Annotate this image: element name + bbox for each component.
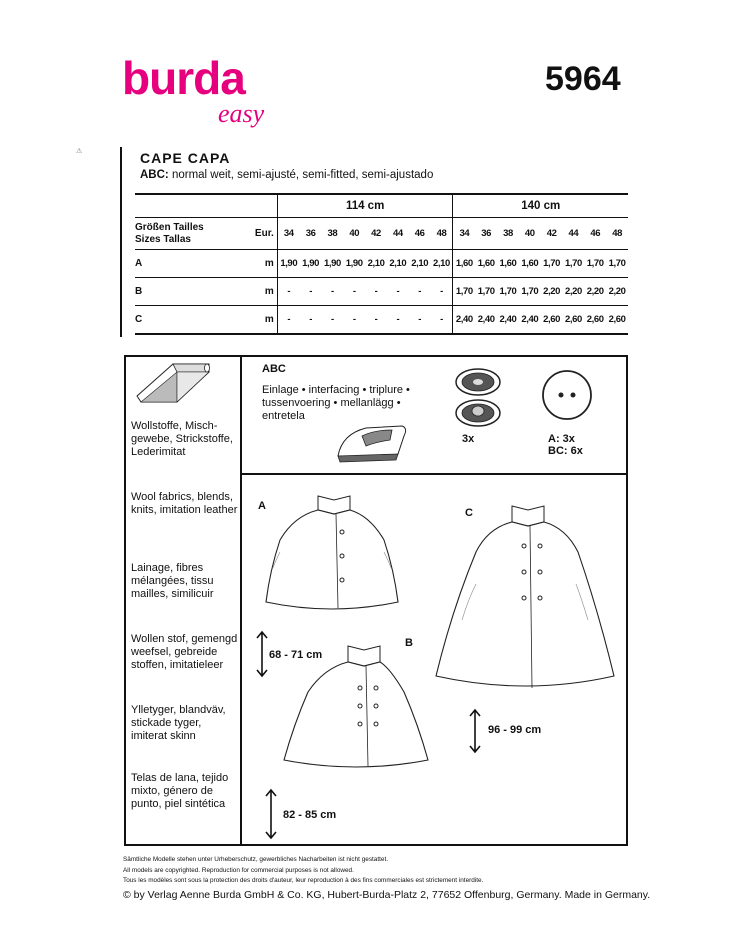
notions-label: ABC	[262, 363, 286, 375]
legal-en: All models are copyrighted. Reproduction for commercial purposes is not allowed.	[123, 866, 354, 874]
cape-a-drawing	[262, 490, 402, 620]
table-cell: 1,70	[563, 250, 585, 278]
row-label: B	[135, 278, 250, 306]
table-cell: 2,20	[606, 278, 628, 306]
length-c: 96 - 99 cm	[488, 724, 542, 736]
table-cell: 1,90	[300, 250, 322, 278]
table-cell: -	[343, 278, 365, 306]
fabric-requirement-table	[135, 193, 628, 335]
table-cell: 1,70	[584, 250, 606, 278]
burda-easy-logo	[122, 52, 287, 132]
table-cell: 1,90	[277, 250, 299, 278]
copyright: © by Verlag Aenne Burda GmbH & Co. KG, Hubert-Burda-Platz 2, 77652 Offenburg, Germany. Made in Germany.	[123, 889, 651, 901]
table-cell: 1,70	[475, 278, 497, 306]
size-cell: 38	[322, 218, 344, 250]
size-cell: 40	[519, 218, 541, 250]
table-cell: 2,20	[563, 278, 585, 306]
legal-fr: Tous les modèles sont sous la protection des droits d'auteur, leur reproduction à des fins commerciales est strictement interdite.	[123, 877, 484, 884]
table-cell: 2,40	[519, 306, 541, 335]
column-divider	[240, 355, 242, 846]
table-cell: 1,70	[541, 250, 563, 278]
table-cell: -	[409, 278, 431, 306]
table-cell: -	[322, 306, 344, 335]
table-cell: 2,10	[365, 250, 387, 278]
button-icon	[540, 367, 594, 427]
table-cell: -	[322, 278, 344, 306]
sizes-row	[135, 218, 628, 250]
size-cell: 36	[475, 218, 497, 250]
fabric-roll-icon	[133, 360, 213, 408]
table-cell: -	[387, 306, 409, 335]
table-cell: 2,20	[541, 278, 563, 306]
interfacing-text: Einlage • interfacing • triplure • tussenvoering • mellanlägg • entretela	[262, 384, 410, 422]
table-cell: 2,60	[563, 306, 585, 335]
fit-description: ABC: normal weit, semi-ajusté, semi-fitted, semi-ajustado	[140, 169, 434, 181]
table-cell: 1,60	[497, 250, 519, 278]
legal-notice	[123, 855, 683, 887]
table-cell: 2,60	[541, 306, 563, 335]
length-arrow-icon	[256, 630, 268, 678]
table-cell: 2,60	[584, 306, 606, 335]
table-cell: -	[431, 306, 453, 335]
view-label-b: B	[405, 637, 413, 649]
size-cell: 40	[343, 218, 365, 250]
warning-icon: ⚠	[76, 148, 83, 155]
snap-fastener-icon	[453, 367, 503, 429]
fabric-text-fr: Lainage, fibres mélangées, tissu mailles, similicuir	[131, 562, 214, 600]
row-divider	[240, 473, 628, 475]
table-cell: -	[431, 278, 453, 306]
table-cell: 1,70	[497, 278, 519, 306]
table-cell: 1,60	[453, 250, 475, 278]
size-label-en-es: Sizes Tallas	[135, 233, 191, 245]
length-a: 68 - 71 cm	[269, 649, 323, 661]
table-cell: 2,10	[409, 250, 431, 278]
table-cell: -	[277, 306, 299, 335]
table-cell: 1,70	[453, 278, 475, 306]
fabric-text-en: Wool fabrics, blends, knits, imitation leather	[131, 491, 238, 516]
fabric-text-nl: Wollen stof, gemengd weefsel, gebreide stoffen, imitatieleer	[131, 633, 238, 671]
size-cell: 34	[453, 218, 475, 250]
buttons-quantity: A: 3x BC: 6x	[548, 433, 583, 457]
table-row	[135, 278, 628, 306]
length-b: 82 - 85 cm	[283, 809, 337, 821]
row-label: C	[135, 306, 250, 335]
table-cell: -	[387, 278, 409, 306]
size-cell: 46	[584, 218, 606, 250]
brand-text: burda	[122, 52, 245, 104]
size-cell: 48	[606, 218, 628, 250]
size-cell: 48	[431, 218, 453, 250]
fabric-text-de: Wollstoffe, Misch-gewebe, Strickstoffe, Lederimitat	[131, 420, 233, 458]
size-cell: 36	[300, 218, 322, 250]
table-cell: 2,40	[453, 306, 475, 335]
table-cell: 1,90	[343, 250, 365, 278]
row-label: A	[135, 250, 250, 278]
fabric-text-sv: Ylletyger, blandväv, stickade tyger, imiterat skinn	[131, 704, 226, 742]
table-cell: -	[300, 306, 322, 335]
table-row	[135, 250, 628, 278]
table-cell: 2,40	[475, 306, 497, 335]
header-rule	[120, 147, 122, 337]
fabric-text-es: Telas de lana, tejido mixto, género de punto, piel sintética	[131, 772, 229, 810]
table-cell: -	[300, 278, 322, 306]
size-cell: 44	[563, 218, 585, 250]
unit-cell: m	[250, 250, 278, 278]
cape-c-drawing	[432, 500, 618, 700]
table-cell: -	[277, 278, 299, 306]
size-cell: 42	[541, 218, 563, 250]
width-140: 140 cm	[453, 194, 628, 218]
size-label-de-fr: Größen Tailles	[135, 221, 204, 233]
snaps-quantity: 3x	[462, 433, 475, 445]
length-arrow-icon	[265, 788, 277, 840]
size-cell: 38	[497, 218, 519, 250]
pattern-number: 5964	[545, 60, 621, 98]
size-cell: 42	[365, 218, 387, 250]
table-cell: 1,90	[322, 250, 344, 278]
view-label-c: C	[465, 507, 473, 519]
size-cell: 44	[387, 218, 409, 250]
unit-cell: m	[250, 306, 278, 335]
eur-label: Eur.	[250, 218, 278, 250]
table-cell: -	[409, 306, 431, 335]
view-label-a: A	[258, 500, 266, 512]
page-title: CAPE CAPA	[140, 150, 231, 166]
width-114: 114 cm	[277, 194, 453, 218]
size-cell: 34	[277, 218, 299, 250]
iron-icon	[332, 420, 412, 470]
table-cell: 1,70	[519, 278, 541, 306]
length-arrow-icon	[469, 708, 481, 754]
table-cell: 1,70	[606, 250, 628, 278]
cape-b-drawing	[280, 642, 432, 772]
size-cell: 46	[409, 218, 431, 250]
table-cell: 2,60	[606, 306, 628, 335]
legal-de: Sämtliche Modelle stehen unter Urheberschutz, gewerbliches Nacharbeiten ist nicht gestattet.	[123, 856, 388, 863]
table-cell: -	[343, 306, 365, 335]
table-cell: 2,10	[431, 250, 453, 278]
table-cell: 2,40	[497, 306, 519, 335]
width-row	[135, 194, 628, 218]
brand-sub-text: easy	[218, 99, 265, 128]
unit-cell: m	[250, 278, 278, 306]
table-cell: 2,10	[387, 250, 409, 278]
table-cell: -	[365, 306, 387, 335]
table-cell: 1,60	[519, 250, 541, 278]
table-cell: 2,20	[584, 278, 606, 306]
table-cell: -	[365, 278, 387, 306]
table-cell: 1,60	[475, 250, 497, 278]
table-row	[135, 306, 628, 335]
